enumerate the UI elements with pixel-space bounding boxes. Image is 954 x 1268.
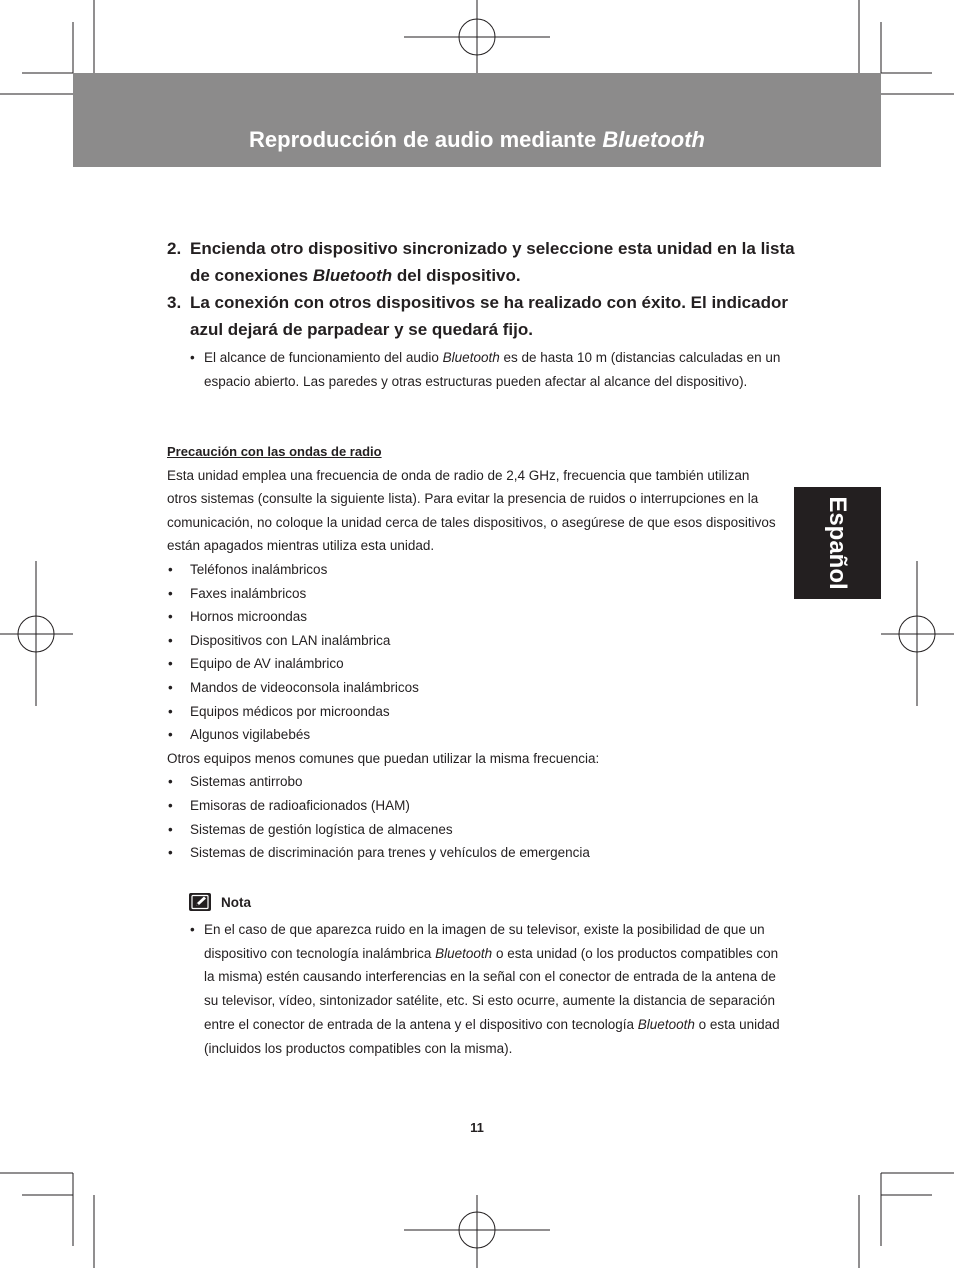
bullet: • bbox=[190, 922, 195, 937]
bullet: • bbox=[168, 609, 173, 625]
bullet: • bbox=[168, 632, 173, 648]
note-text-emphasis: Bluetooth bbox=[637, 1016, 695, 1032]
list-item-text: Equipos médicos por microondas bbox=[190, 703, 390, 719]
list-item bbox=[167, 676, 777, 700]
list-item-text: Sistemas de gestión logística de almacenes bbox=[190, 821, 453, 837]
list-item bbox=[167, 605, 777, 629]
note-text: En el caso de que aparezca ruido en la imagen de su televisor, existe la posibilidad de que un dispositivo con tecnología inalámbrica bbox=[204, 922, 765, 961]
list-item bbox=[167, 629, 777, 653]
other-device-list bbox=[167, 770, 777, 864]
section-heading: Precaución con las ondas de radio bbox=[167, 444, 382, 459]
language-tab bbox=[794, 487, 881, 599]
note-body bbox=[190, 918, 790, 1060]
list-item-text: Dispositivos con LAN inalámbrica bbox=[190, 632, 391, 648]
bullet: • bbox=[168, 821, 173, 837]
pencil-icon bbox=[189, 893, 211, 911]
note-text-end: es de hasta 10 m (distancias calculadas en un espacio abierto. Las paredes y otras estructuras pueden afectar al alcance del dispositivo). bbox=[204, 350, 781, 389]
list-item-text: Sistemas antirrobo bbox=[190, 774, 303, 790]
bullet: • bbox=[168, 679, 173, 695]
bullet: • bbox=[168, 585, 173, 601]
list-item-text: Sistemas de discriminación para trenes y vehículos de emergencia bbox=[190, 845, 590, 861]
bullet: • bbox=[168, 561, 173, 577]
step-text-emphasis: Bluetooth bbox=[312, 266, 393, 285]
bullet: • bbox=[168, 797, 173, 813]
section-intro: Esta unidad emplea una frecuencia de onda de radio de 2,4 GHz, frecuencia que también utilizan otros sistemas (consulte la siguiente lista). Para evitar la presencia de ruidos o interrupciones en la comunicación, no coloque la unidad cerca de tales dispositivos, o asegúrese de que esos dispositivos están apagados mientras utiliza esta unidad. bbox=[167, 467, 776, 554]
page-title-emphasis: Bluetooth bbox=[602, 127, 705, 152]
list-item bbox=[167, 770, 777, 794]
list-item bbox=[167, 841, 777, 865]
radio-caution-section bbox=[167, 440, 777, 865]
note-label: Nota bbox=[221, 895, 251, 910]
page-number: 11 bbox=[470, 1120, 484, 1135]
step-number: 3. bbox=[167, 293, 182, 312]
bullet: • bbox=[168, 774, 173, 790]
list-item bbox=[167, 723, 777, 747]
list-item-text: Equipo de AV inalámbrico bbox=[190, 656, 344, 672]
list-item-text: Emisoras de radioaficionados (HAM) bbox=[190, 797, 410, 813]
step-list bbox=[167, 235, 797, 343]
list-item-text: Faxes inalámbricos bbox=[190, 585, 307, 601]
language-tab-label: Español bbox=[824, 496, 851, 590]
step-3 bbox=[167, 289, 797, 343]
device-list bbox=[167, 558, 777, 747]
bullet: • bbox=[168, 727, 173, 743]
list-item bbox=[167, 652, 777, 676]
step-text: Encienda otro dispositivo sincronizado y seleccione esta unidad en la lista de conexiones bbox=[190, 239, 795, 285]
note-text-end: o esta unidad (incluidos los productos compatibles con la misma). bbox=[204, 1016, 780, 1056]
list-item-text: Teléfonos inalámbricos bbox=[190, 561, 328, 577]
other-devices-intro: Otros equipos menos comunes que puedan utilizar la misma frecuencia: bbox=[167, 750, 600, 766]
step-2 bbox=[167, 235, 797, 289]
list-item bbox=[167, 818, 777, 842]
note-text: El alcance de funcionamiento del audio bbox=[204, 350, 443, 365]
step-number: 2. bbox=[167, 239, 182, 258]
list-item bbox=[190, 346, 790, 393]
list-item bbox=[167, 700, 777, 724]
bullet: • bbox=[190, 350, 195, 365]
bullet: • bbox=[168, 845, 173, 861]
list-item-text: Hornos microondas bbox=[190, 609, 308, 625]
list-item-text: Mandos de videoconsola inalámbricos bbox=[190, 679, 419, 695]
step-notes bbox=[190, 346, 790, 393]
page-title bbox=[73, 127, 881, 153]
note-text-middle: o esta unidad (o los productos compatibles con la misma) estén causando interferencias en la señal con el conector de entrada de la antena de su televisor, vídeo, sintonizador satélite, etc. Si esto ocurre, aumente la distancia de separación entre el conector de entrada de la antena y el dispositivo con tecnología bbox=[204, 945, 779, 1032]
list-item-text: Algunos vigilabebés bbox=[190, 727, 311, 743]
note-text-emphasis: Bluetooth bbox=[435, 945, 493, 961]
bullet: • bbox=[168, 703, 173, 719]
note-text-emphasis: Bluetooth bbox=[442, 350, 500, 365]
step-text: La conexión con otros dispositivos se ha realizado con éxito. El indicador azul dejará de parpadear y se quedará fijo. bbox=[190, 293, 788, 339]
list-item bbox=[167, 558, 777, 582]
header-band bbox=[73, 73, 881, 167]
list-item bbox=[167, 582, 777, 606]
list-item bbox=[190, 918, 790, 1060]
bullet: • bbox=[168, 656, 173, 672]
list-item bbox=[167, 794, 777, 818]
step-text-end: del dispositivo. bbox=[392, 266, 521, 285]
page-title-main: Reproducción de audio mediante bbox=[249, 127, 603, 152]
